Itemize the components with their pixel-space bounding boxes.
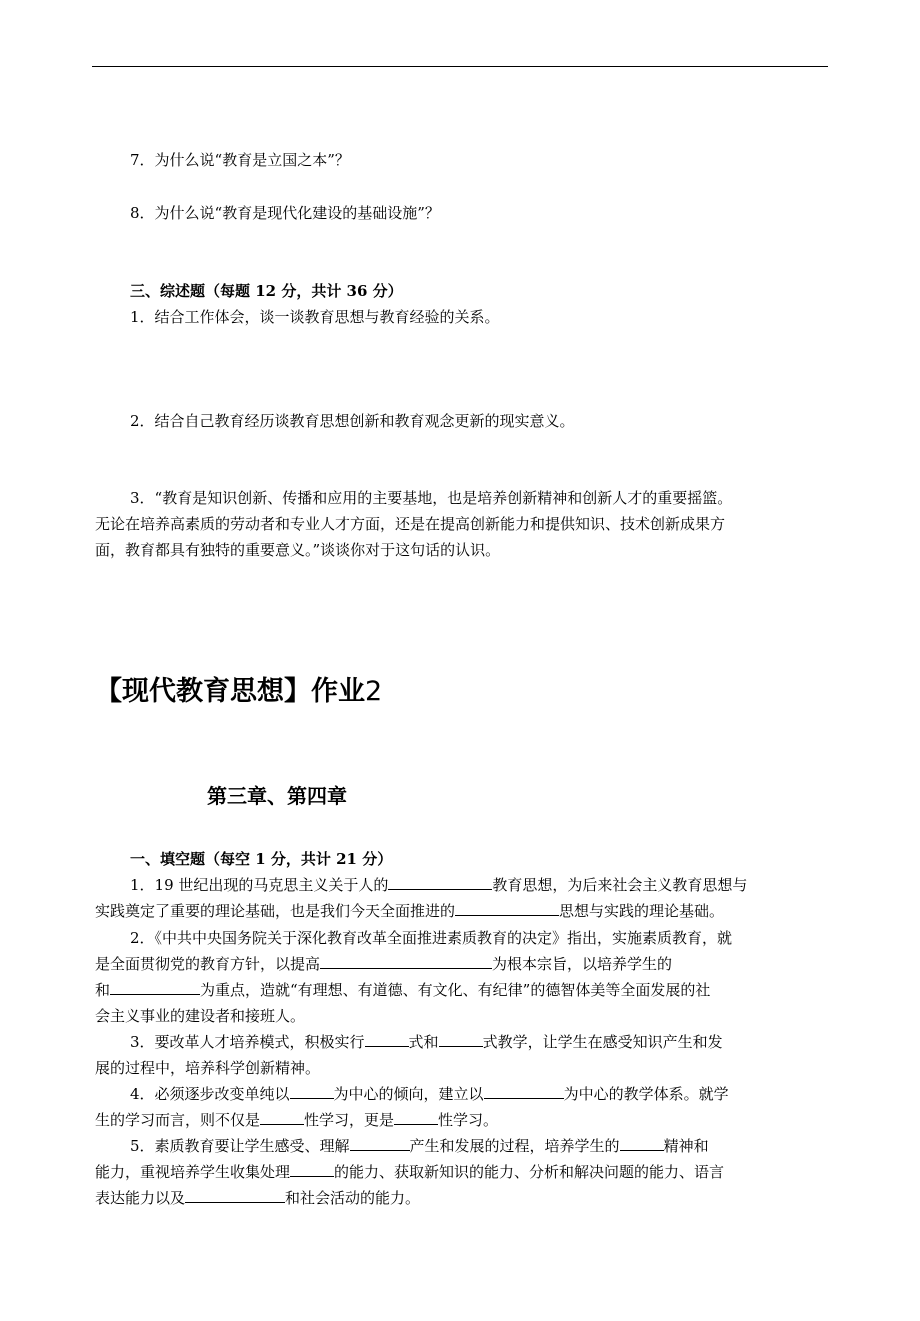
- fill-2-line-4: 会主义事业的建设者和接班人。: [95, 1007, 306, 1025]
- fill-2-line-3: 和 为重点，造就“有理想、有道德、有文化、有纪律”的德智体美等全面发展的社: [95, 977, 830, 1003]
- essay-question-3-line-3: 面，教育都具有独特的重要意义。”谈谈你对于这句话的认识。: [95, 541, 501, 559]
- section-3-title: 三、综述题（每题 12 分，共计 36 分）: [130, 282, 403, 300]
- blank[interactable]: [350, 1133, 410, 1151]
- essay-question-1: 1．结合工作体会，谈一谈教育思想与教育经验的关系。: [130, 308, 500, 326]
- fill-1-line-1: 1．19 世纪出现的马克思主义关于人的 教育思想，为后来社会主义教育思想与: [95, 872, 830, 898]
- question-7: 7．为什么说“教育是立国之本”？: [130, 151, 350, 169]
- blank[interactable]: [260, 1107, 304, 1125]
- fill-5-line-2: 能力，重视培养学生收集处理 的能力、获取新知识的能力、分析和解决问题的能力、语言: [95, 1159, 830, 1185]
- essay-question-2: 2．结合自己教育经历谈教育思想创新和教育观念更新的现实意义。: [130, 412, 575, 430]
- chapter-heading: 第三章、第四章: [207, 784, 347, 808]
- fill-2-line-2: 是全面贯彻党的教育方针，以提高 为根本宗旨，以培养学生的: [95, 951, 830, 977]
- question-8: 8．为什么说“教育是现代化建设的基础设施”？: [130, 204, 440, 222]
- fill-1-line-2: 实践奠定了重要的理论基础，也是我们今天全面推进的 思想与实践的理论基础。: [95, 898, 830, 924]
- section-1-title: 一、填空题（每空 1 分，共计 21 分）: [130, 850, 393, 868]
- fill-3-line-2: 展的过程中，培养科学创新精神。: [95, 1059, 321, 1077]
- blank[interactable]: [290, 1081, 334, 1099]
- fill-5-line-1: 5．素质教育要让学生感受、理解 产生和发展的过程，培养学生的 精神和: [95, 1133, 830, 1159]
- fill-5-line-3: 表达能力以及 和社会活动的能力。: [95, 1185, 830, 1211]
- blank[interactable]: [110, 977, 200, 995]
- essay-question-3-line-2: 无论在培养高素质的劳动者和专业人才方面，还是在提高创新能力和提供知识、技术创新成果方: [95, 515, 726, 533]
- blank[interactable]: [365, 1029, 409, 1047]
- fill-3-line-1: 3．要改革人才培养模式，积极实行 式和 式教学，让学生在感受知识产生和发: [95, 1029, 830, 1055]
- blank[interactable]: [290, 1159, 334, 1177]
- blank[interactable]: [484, 1081, 564, 1099]
- fill-4-line-2: 生的学习而言，则不仅是 性学习，更是 性学习。: [95, 1107, 830, 1133]
- fill-4-line-1: 4．必须逐步改变单纯以 为中心的倾向，建立以 为中心的教学体系。就学: [95, 1081, 830, 1107]
- fill-2-line-1: 2．《中共中央国务院关于深化教育改革全面推进素质教育的决定》指出，实施素质教育，就: [130, 929, 733, 947]
- essay-question-3-line-1: 3．“教育是知识创新、传播和应用的主要基地，也是培养创新精神和创新人才的重要摇篮。: [130, 489, 733, 507]
- header-rule: [92, 66, 828, 67]
- blank[interactable]: [394, 1107, 438, 1125]
- blank[interactable]: [620, 1133, 664, 1151]
- blank[interactable]: [388, 872, 492, 890]
- homework-title-number: 2: [365, 676, 383, 707]
- homework-title: [95, 672, 382, 712]
- blank[interactable]: [439, 1029, 483, 1047]
- blank[interactable]: [320, 951, 492, 969]
- blank[interactable]: [185, 1185, 285, 1203]
- homework-title-text: 【现代教育思想】作业: [95, 676, 365, 707]
- blank[interactable]: [455, 898, 559, 916]
